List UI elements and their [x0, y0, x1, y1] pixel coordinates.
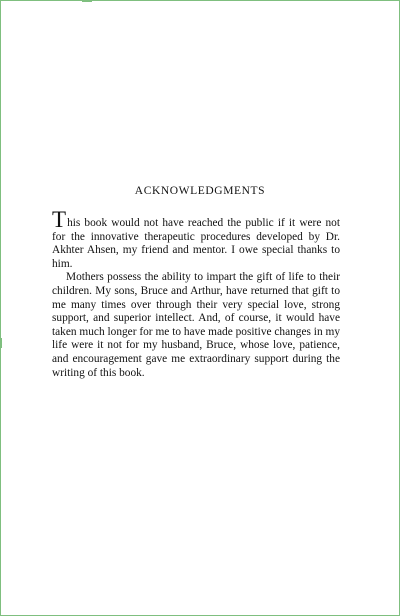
paragraph [52, 207, 340, 271]
paragraph [52, 271, 340, 380]
frame-edge-mark [0, 338, 2, 348]
paragraph-text: Mothers possess the ability to impart the gift of life to their children. My sons, Bruce and Arthur, have returned that gift to me many times over through their very special love, strong support, and superior intellect. And, of course, it would have taken much longer for me to have made positive changes in my life were it not for my husband, Bruce, whose love, patience, and encouragement gave me extraordinary support during the writing of this book. [52, 271, 340, 379]
acknowledgments-body [52, 207, 340, 380]
page-title: ACKNOWLEDGMENTS [134, 185, 266, 197]
frame-edge-mark [82, 0, 92, 2]
paragraph-text: his book would not have reached the public if it were not for the innovative therapeutic procedures developed by Dr. Akhter Ahsen, my friend and mentor. I owe special thanks to him. [52, 217, 340, 270]
drop-cap: T [52, 207, 67, 232]
